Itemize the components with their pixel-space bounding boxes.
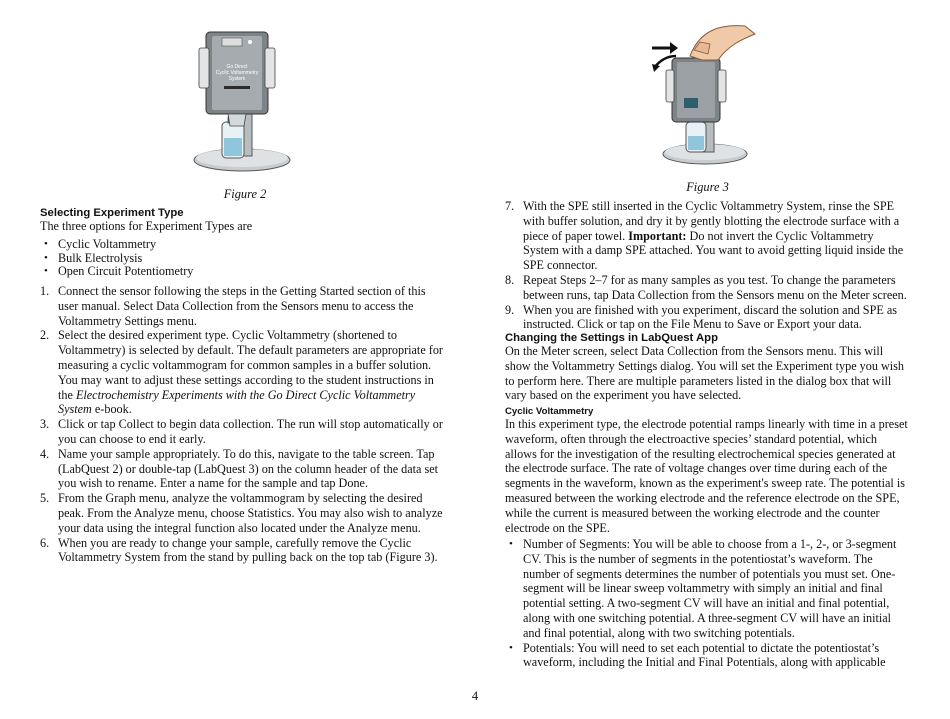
step-number: 3. [40, 417, 50, 432]
step-text: When you are finished with you experiment, discard the solution and SPE as instructed. Click or tap on the File Menu to Save or Export your data. [523, 302, 898, 332]
figure-2-illustration [190, 22, 300, 177]
device-label-line-1: Go Direct [226, 64, 248, 70]
important-label: Important: [628, 228, 687, 243]
list-item: • Potentials: You will need to set each potential to dictate the potentiostat’s waveform, including the Initial and Final Potentials, along with applicable [505, 641, 910, 671]
list-item: • Open Circuit Potentiometry [40, 265, 450, 279]
cv-parameter-list [505, 537, 910, 670]
step-number: 9. [505, 302, 515, 317]
step-7 [505, 199, 910, 273]
step-8 [505, 273, 910, 303]
step-3 [40, 417, 448, 447]
step-text: Connect the sensor following the steps in the Getting Started section of this user manual. Select Data Collection from the Sensors menu to access the Voltammetry Settings menu. [58, 284, 426, 328]
experiment-type-list [40, 238, 450, 279]
step-number: 6. [40, 535, 50, 550]
step-1 [40, 284, 448, 328]
settings-paragraph: On the Meter screen, select Data Collection from the Sensors menu. This will show the Voltammetry Settings dialog. You will set the Experiment type you wish to perform here. There are multiple parameters listed in the dialog box that will vary based on the experiment you have selected. [505, 344, 905, 403]
subheading-cyclic-voltammetry: Cyclic Voltammetry [505, 406, 594, 417]
list-item: • Bulk Electrolysis [40, 252, 450, 266]
list-item: • Number of Segments: You will be able to choose from a 1-, 2-, or 3-segment CV. This is the number of segments in the potentiostat’s waveform. The number of segments determines the number of potentials you must set. One-segment will be linear sweep voltammetry with simply an initial and final potential setting. A two-segment CV will have an initial and final potential, along with one switching potential. A three-segment CV will have an initial and final potential, along with two switching potentials. [505, 537, 910, 641]
step-text-end: Do not invert the Cyclic Voltammetry System with a damp SPE attached. You want to avoid getting liquid inside the SPE connector. [523, 228, 904, 273]
figure-3-caption: Figure 3 [686, 180, 729, 194]
step-text: With the SPE still inserted in the Cyclic Voltammetry System, rinse the SPE with buffer solution, and dry it by gently blotting the electrode surface with a piece of paper towel. [523, 199, 900, 243]
step-number: 8. [505, 272, 515, 287]
step-text: When you are ready to change your sample, carefully remove the Cyclic Voltammetry System from the stand by pulling back on the top tab (Figure 3). [58, 535, 438, 565]
experiment-types-intro: The three options for Experiment Types are [40, 219, 253, 233]
step-number: 2. [40, 328, 50, 343]
step-text: Name your sample appropriately. To do this, navigate to the table screen. Tap (LabQuest 2) or double-tap (LabQuest 3) on the column header of the data set you wish to rename. Enter a name for the sample and tap Done. [58, 446, 439, 491]
step-text-end: e-book. [91, 402, 132, 417]
steps-list-left [40, 284, 448, 565]
figure-2-caption: Figure 2 [223, 187, 267, 201]
step-number: 7. [505, 199, 515, 213]
steps-list-right [505, 199, 910, 332]
step-6 [40, 536, 448, 566]
figure-3-illustration [650, 20, 765, 170]
step-text: From the Graph menu, analyze the voltammogram by selecting the desired peak. From the Analyze menu, choose Statistics. You may also wish to analyze your data using the integral function also located under the Analyze menu. [58, 491, 443, 535]
section-heading-experiment-type: Selecting Experiment Type [40, 207, 184, 219]
step-2 [40, 328, 448, 417]
section-heading-settings: Changing the Settings in LabQuest App [505, 332, 718, 344]
step-number: 5. [40, 491, 50, 506]
step-4 [40, 447, 448, 491]
page-number: 4 [471, 689, 479, 703]
step-number: 1. [40, 284, 50, 298]
step-5 [40, 491, 448, 535]
step-text: Select the desired experiment type. Cyclic Voltammetry (shortened to Voltammetry) is selected by default. The default parameters are appropriate for measuring a cyclic voltammogram for common samples in a buffer solution. You may want to adjust these settings according to the student instructions in the [58, 328, 443, 402]
figure-3 [650, 20, 765, 170]
device-label-line-3: System [228, 76, 246, 82]
ebook-title: Electrochemistry Experiments with the Go Direct Cyclic Voltammetry System [58, 387, 416, 417]
step-9 [505, 303, 910, 333]
cyclic-voltammetry-paragraph: In this experiment type, the electrode potential ramps linearly with time in a preset waveform, often through the electroactive species’ standard potential, which allows for the investigation of the resulting electrochemical species generated at the electrode surface. The rate of voltage changes over time during each of the segments in the waveform, known as the experiment's sweep rate. The potential is measured between the working electrode and the reference electrode on the SPE, while the current is measured between the working electrode and the counter electrode on the SPE. [505, 417, 908, 535]
device-label-line-2: Cyclic Voltammetry [215, 70, 259, 76]
figure-2 [190, 22, 300, 177]
step-number: 4. [40, 446, 50, 461]
list-item: • Cyclic Voltammetry [40, 238, 450, 252]
step-text: Repeat Steps 2–7 for as many samples as you test. To change the parameters between runs, tap Data Collection from the Sensors menu on the Meter screen. [523, 272, 907, 302]
step-text: Click or tap Collect to begin data collection. The run will stop automatically or you can choose to end it early. [58, 417, 443, 446]
